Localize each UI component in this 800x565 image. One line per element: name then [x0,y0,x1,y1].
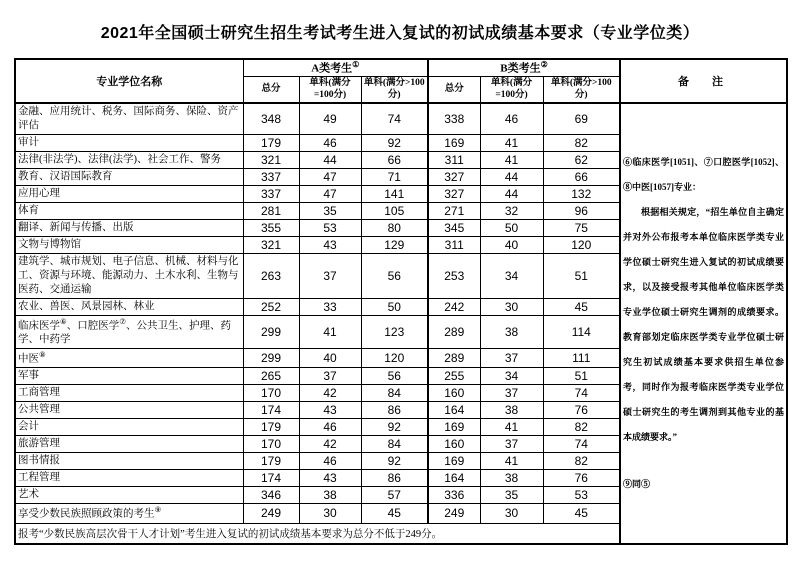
score-cell: 311 [428,152,480,169]
score-cell: 299 [243,315,299,348]
score-cell: 164 [428,402,480,419]
score-cell: 74 [543,436,620,453]
degree-name-cell: 金融、应用统计、税务、国际商务、保险、资产评估 [15,103,243,134]
score-cell: 30 [480,504,543,523]
score-cell: 51 [543,254,620,299]
score-cell: 92 [361,453,428,470]
score-cell: 345 [428,220,480,237]
score-cell: 44 [480,186,543,203]
score-cell: 46 [299,135,361,152]
document-title: 2021年全国硕士研究生招生考试考生进入复试的初试成绩基本要求（专业学位类） [100,25,700,42]
score-cell: 43 [299,470,361,487]
score-cell: 40 [299,348,361,367]
score-cell: 46 [299,453,361,470]
degree-name-cell: 农业、兽医、风景园林、林业 [15,298,243,315]
score-cell: 311 [428,237,480,254]
group-b-label: B类考生 [500,62,541,75]
score-cell: 45 [543,298,620,315]
score-cell: 96 [543,203,620,220]
remark-paragraph: ⑥临床医学[1051]、⑦口腔医学[1052]、⑧中医[1057]专业： [623,157,785,193]
table-row [15,103,787,134]
score-cell: 40 [480,237,543,254]
column-header-a-single-gt100: 单科(满分>100分) [361,76,428,103]
score-cell: 76 [543,470,620,487]
column-header-degree-name: 专业学位名称 [15,59,243,103]
score-cell: 179 [243,419,299,436]
score-cell: 44 [480,169,543,186]
score-cell: 46 [480,103,543,134]
score-cell: 53 [299,220,361,237]
score-cell: 160 [428,436,480,453]
score-cell: 66 [543,169,620,186]
column-header-b-single-100: 单科(满分=100分) [480,76,543,103]
score-cell: 111 [543,348,620,367]
score-cell: 337 [243,186,299,203]
score-cell: 169 [428,453,480,470]
score-cell: 346 [243,487,299,504]
degree-name-cell: 应用心理 [15,186,243,203]
score-cell: 34 [480,254,543,299]
group-a-label: A类考生 [311,62,353,75]
score-cell: 50 [480,220,543,237]
score-cell: 164 [428,470,480,487]
score-cell: 289 [428,348,480,367]
score-cell: 84 [361,436,428,453]
score-cell: 249 [243,504,299,523]
score-cell: 57 [361,487,428,504]
score-cell: 132 [543,186,620,203]
score-cell: 179 [243,135,299,152]
score-cell: 69 [543,103,620,134]
score-cell: 84 [361,385,428,402]
score-cell: 170 [243,436,299,453]
column-group-a-candidates [243,59,428,76]
score-cell: 45 [361,504,428,523]
column-header-b-total: 总分 [428,76,480,103]
score-cell: 34 [480,368,543,385]
score-cell: 120 [361,348,428,367]
score-cell: 169 [428,135,480,152]
score-cell: 41 [480,135,543,152]
degree-name-cell: 工商管理 [15,385,243,402]
score-cell: 30 [299,504,361,523]
score-cell: 45 [543,504,620,523]
score-cell: 62 [543,152,620,169]
degree-name-cell: 教育、汉语国际教育 [15,169,243,186]
score-cell: 249 [428,504,480,523]
group-a-footnote-mark: ① [352,60,360,69]
score-cell: 41 [480,152,543,169]
degree-name-cell: 公共管理 [15,402,243,419]
score-cell: 38 [299,487,361,504]
score-cell: 37 [299,368,361,385]
degree-name-cell: 艺术 [15,487,243,504]
score-cell: 37 [480,348,543,367]
degree-name-cell: 会计 [15,419,243,436]
column-group-b-candidates [428,59,620,76]
score-cell: 120 [543,237,620,254]
score-cell: 327 [428,169,480,186]
score-cell: 92 [361,135,428,152]
score-cell: 37 [299,254,361,299]
score-cell: 160 [428,385,480,402]
score-cell: 71 [361,169,428,186]
score-cell: 50 [361,298,428,315]
column-header-a-single-100: 单科(满分=100分) [299,76,361,103]
score-cell: 53 [543,487,620,504]
score-cell: 32 [480,203,543,220]
degree-name-cell: 图书情报 [15,453,243,470]
score-cell: 289 [428,315,480,348]
score-cell: 179 [243,453,299,470]
score-cell: 75 [543,220,620,237]
score-cell: 44 [299,152,361,169]
score-cell: 337 [243,169,299,186]
score-cell: 56 [361,254,428,299]
score-cell: 327 [428,186,480,203]
degree-name-cell: 工程管理 [15,470,243,487]
score-cell: 82 [543,135,620,152]
score-cell: 141 [361,186,428,203]
score-cell: 76 [543,402,620,419]
score-cell: 43 [299,237,361,254]
score-cell: 47 [299,169,361,186]
score-cell: 92 [361,419,428,436]
score-cell: 321 [243,152,299,169]
score-cell: 263 [243,254,299,299]
score-cell: 174 [243,470,299,487]
degree-name-cell: 旅游管理 [15,436,243,453]
score-cell: 114 [543,315,620,348]
score-cell: 41 [480,419,543,436]
score-cell: 336 [428,487,480,504]
score-cell: 253 [428,254,480,299]
score-table [14,58,788,545]
score-cell: 242 [428,298,480,315]
degree-name-cell: 体育 [15,203,243,220]
score-cell: 129 [361,237,428,254]
score-cell: 348 [243,103,299,134]
degree-name-cell: 审计 [15,135,243,152]
score-cell: 265 [243,368,299,385]
score-cell: 82 [543,453,620,470]
degree-name-cell: 建筑学、城市规划、电子信息、机械、材料与化工、资源与环境、能源动力、土木水利、生物与医药、交通运输 [15,254,243,299]
score-cell: 123 [361,315,428,348]
score-cell: 42 [299,436,361,453]
score-cell: 252 [243,298,299,315]
score-cell: 86 [361,470,428,487]
score-cell: 321 [243,237,299,254]
remarks-cell [620,103,787,544]
score-cell: 42 [299,385,361,402]
remark-paragraph: 根据相关规定，“招生单位自主确定并对外公布报考本单位临床医学类专业学位硕士研究生进入复试的初试成绩要求，以及接受报考其他单位临床医学类专业学位硕士研究生调剂的成绩要求。教育部划定临床医学类专业学位硕士研究生初试成绩基本要求供招生单位参考，同时作为报考临床医学类专业学位硕士研究生的考生调剂到其他专业的基本成绩要求。” [623,207,785,443]
score-cell: 86 [361,402,428,419]
footer-note: 报考“少数民族高层次骨干人才计划”考生进入复试的初试成绩基本要求为总分不低于249分。 [15,523,620,544]
column-header-b-single-gt100: 单科(满分>100分) [543,76,620,103]
score-cell: 66 [361,152,428,169]
score-cell: 47 [299,186,361,203]
score-cell: 41 [480,453,543,470]
degree-name-cell: 临床医学⑥、口腔医学⑦、公共卫生、护理、药学、中药学 [15,315,243,348]
remark-paragraph: ⑨同⑤ [623,479,651,490]
group-b-footnote-mark: ② [540,60,548,69]
score-cell: 33 [299,298,361,315]
score-cell: 43 [299,402,361,419]
degree-name-cell: 中医⑧ [15,348,243,367]
score-cell: 74 [543,385,620,402]
degree-name-cell: 享受少数民族照顾政策的考生⑨ [15,504,243,523]
degree-name-cell: 文物与博物馆 [15,237,243,254]
degree-name-cell: 翻译、新闻与传播、出版 [15,220,243,237]
score-cell: 355 [243,220,299,237]
degree-name-cell: 军事 [15,368,243,385]
column-header-a-total: 总分 [243,76,299,103]
score-cell: 56 [361,368,428,385]
score-cell: 170 [243,385,299,402]
score-cell: 105 [361,203,428,220]
score-cell: 41 [299,315,361,348]
score-cell: 35 [480,487,543,504]
score-cell: 30 [480,298,543,315]
score-cell: 169 [428,419,480,436]
header-row-groups [15,59,787,76]
score-cell: 37 [480,436,543,453]
score-cell: 74 [361,103,428,134]
score-cell: 338 [428,103,480,134]
score-cell: 37 [480,385,543,402]
score-cell: 299 [243,348,299,367]
score-cell: 38 [480,402,543,419]
score-cell: 271 [428,203,480,220]
score-cell: 35 [299,203,361,220]
score-cell: 174 [243,402,299,419]
score-cell: 49 [299,103,361,134]
score-cell: 51 [543,368,620,385]
column-header-remarks: 备 注 [620,59,787,103]
score-cell: 80 [361,220,428,237]
score-cell: 281 [243,203,299,220]
score-cell: 38 [480,315,543,348]
score-cell: 38 [480,470,543,487]
score-cell: 46 [299,419,361,436]
degree-name-cell: 法律(非法学)、法律(法学)、社会工作、警务 [15,152,243,169]
score-cell: 82 [543,419,620,436]
score-cell: 255 [428,368,480,385]
